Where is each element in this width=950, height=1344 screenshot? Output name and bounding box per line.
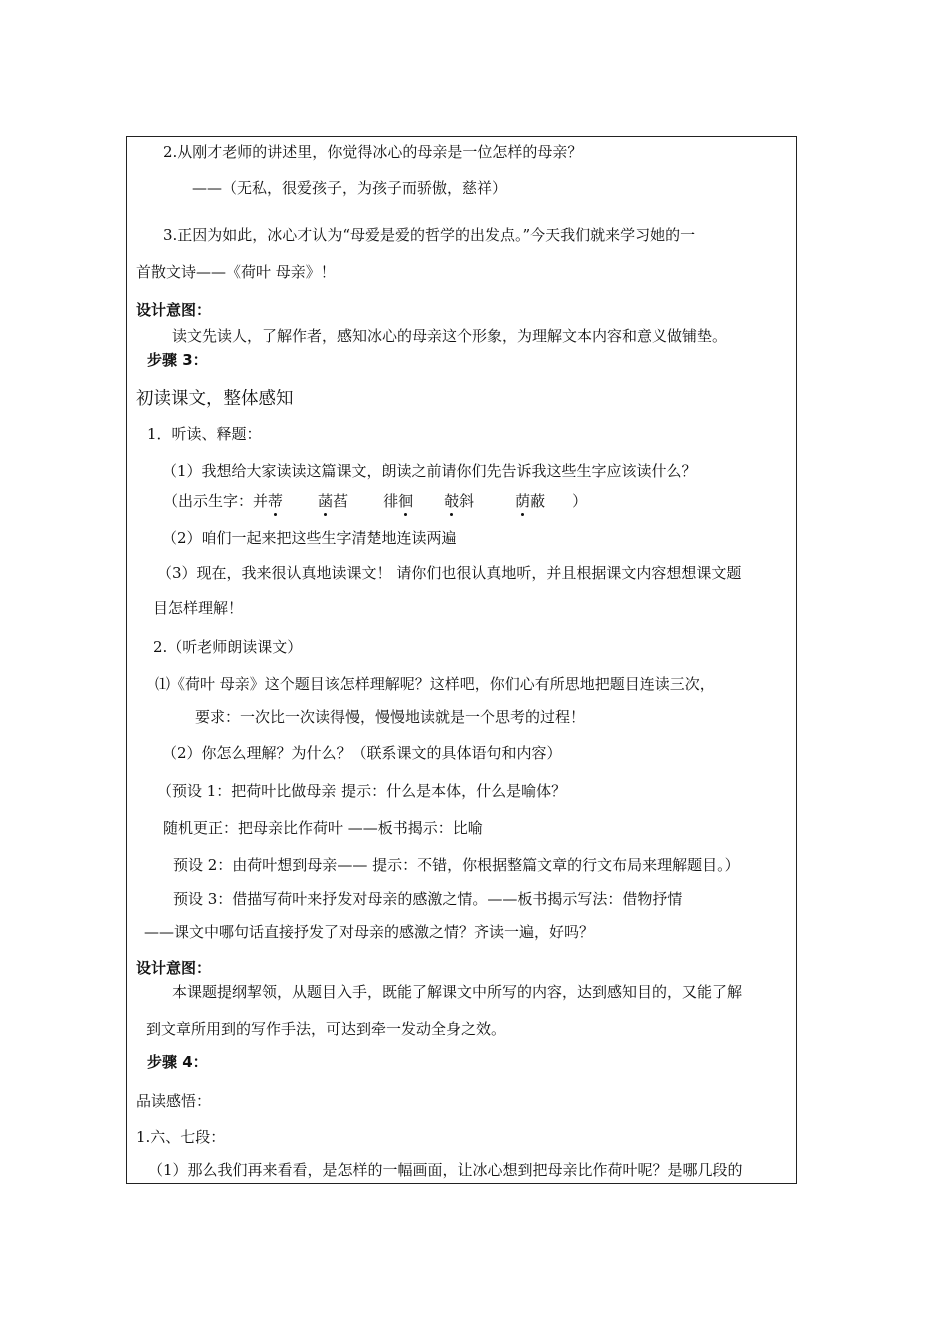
- text-line: （2）咱们一起来把这些生字清楚地连读两遍: [162, 529, 457, 547]
- text-line: 2.（听老师朗读课文）: [153, 638, 303, 656]
- text-line: 1.六、七段：: [136, 1128, 226, 1146]
- design-intent-text: 读文先读人，了解作者，感知冰心的母亲这个形象，为理解文本内容和意义做铺垫。: [172, 327, 728, 345]
- text-line: 随机更正：把母亲比作荷叶 ——板书揭示：比喻: [163, 819, 483, 837]
- text-line: 预设 2：由荷叶想到母亲—— 提示：不错，你根据整篇文章的行文布局来理解题目。）: [173, 856, 740, 874]
- design-intent-heading: 设计意图：: [136, 301, 212, 319]
- step-label: 步骤 3：: [147, 351, 208, 369]
- text-line: （预设 1：把荷叶比做母亲 提示：什么是本体，什么是喻体？: [157, 782, 567, 800]
- text-line: 1．听读、释题：: [147, 425, 262, 443]
- character-emphasized: 攲: [444, 492, 460, 510]
- character: 蔽: [530, 492, 546, 510]
- step-label: 步骤 4：: [147, 1053, 208, 1071]
- design-intent-text: 到文章所用到的写作手法，可达到牵一发动全身之效。: [146, 1020, 507, 1038]
- design-intent-heading: 设计意图：: [136, 959, 212, 977]
- text-line: 要求：一次比一次读得慢，慢慢地读就是一个思考的过程！: [195, 708, 586, 726]
- text-line: 2.从刚才老师的讲述里，你觉得冰心的母亲是一位怎样的母亲？: [163, 143, 583, 161]
- character: 徘: [383, 492, 399, 510]
- text-line: ——课文中哪句话直接抒发了对母亲的感激之情？齐读一遍，好吗？: [144, 923, 595, 941]
- character-emphasized: 荫: [515, 492, 531, 510]
- text-line: 预设 3：借描写荷叶来抒发对母亲的感激之情。——板书揭示写法：借物抒情: [173, 890, 683, 908]
- character: 并: [253, 492, 269, 510]
- character-emphasized: 蒂: [268, 492, 284, 510]
- character: 萏: [333, 492, 349, 510]
- text-line: （1）那么我们再来看看，是怎样的一幅画面，让冰心想到把母亲比作荷叶呢？是哪几段的: [148, 1161, 743, 1179]
- text-line: （1）我想给大家读读这篇课文，朗读之前请你们先告诉我这些生字应该读什么？: [162, 462, 697, 480]
- step-title: 品读感悟：: [136, 1092, 212, 1110]
- text-line: 目怎样理解！: [153, 599, 244, 617]
- character-emphasized: 徊: [398, 492, 414, 510]
- text-line: 3.正因为如此，冰心才认为“母爱是爱的哲学的出发点。”今天我们就来学习她的一: [163, 226, 696, 244]
- text-line: ⑴《荷叶 母亲》这个题目该怎样理解呢？这样吧，你们心有所思地把题目连读三次，: [155, 675, 715, 693]
- characters-open-label: （出示生字：: [163, 492, 254, 510]
- new-characters-line: [163, 491, 587, 511]
- character: 斜: [459, 492, 475, 510]
- text-line: （3）现在，我来很认真地读课文！ 请你们也很认真地听，并且根据课文内容想想课文题: [157, 564, 742, 582]
- characters-close-label: ）: [572, 492, 588, 510]
- text-line: 首散文诗——《荷叶 母亲》！: [136, 263, 336, 281]
- design-intent-text: 本课题提纲挈领，从题目入手，既能了解课文中所写的内容，达到感知目的，又能了解: [172, 983, 743, 1001]
- step-title: 初读课文，整体感知: [136, 389, 294, 409]
- text-line: ——（无私，很爱孩子，为孩子而骄傲，慈祥）: [192, 179, 508, 197]
- character-emphasized: 菡: [318, 492, 334, 510]
- text-line: （2）你怎么理解？为什么？（联系课文的具体语句和内容）: [162, 744, 562, 762]
